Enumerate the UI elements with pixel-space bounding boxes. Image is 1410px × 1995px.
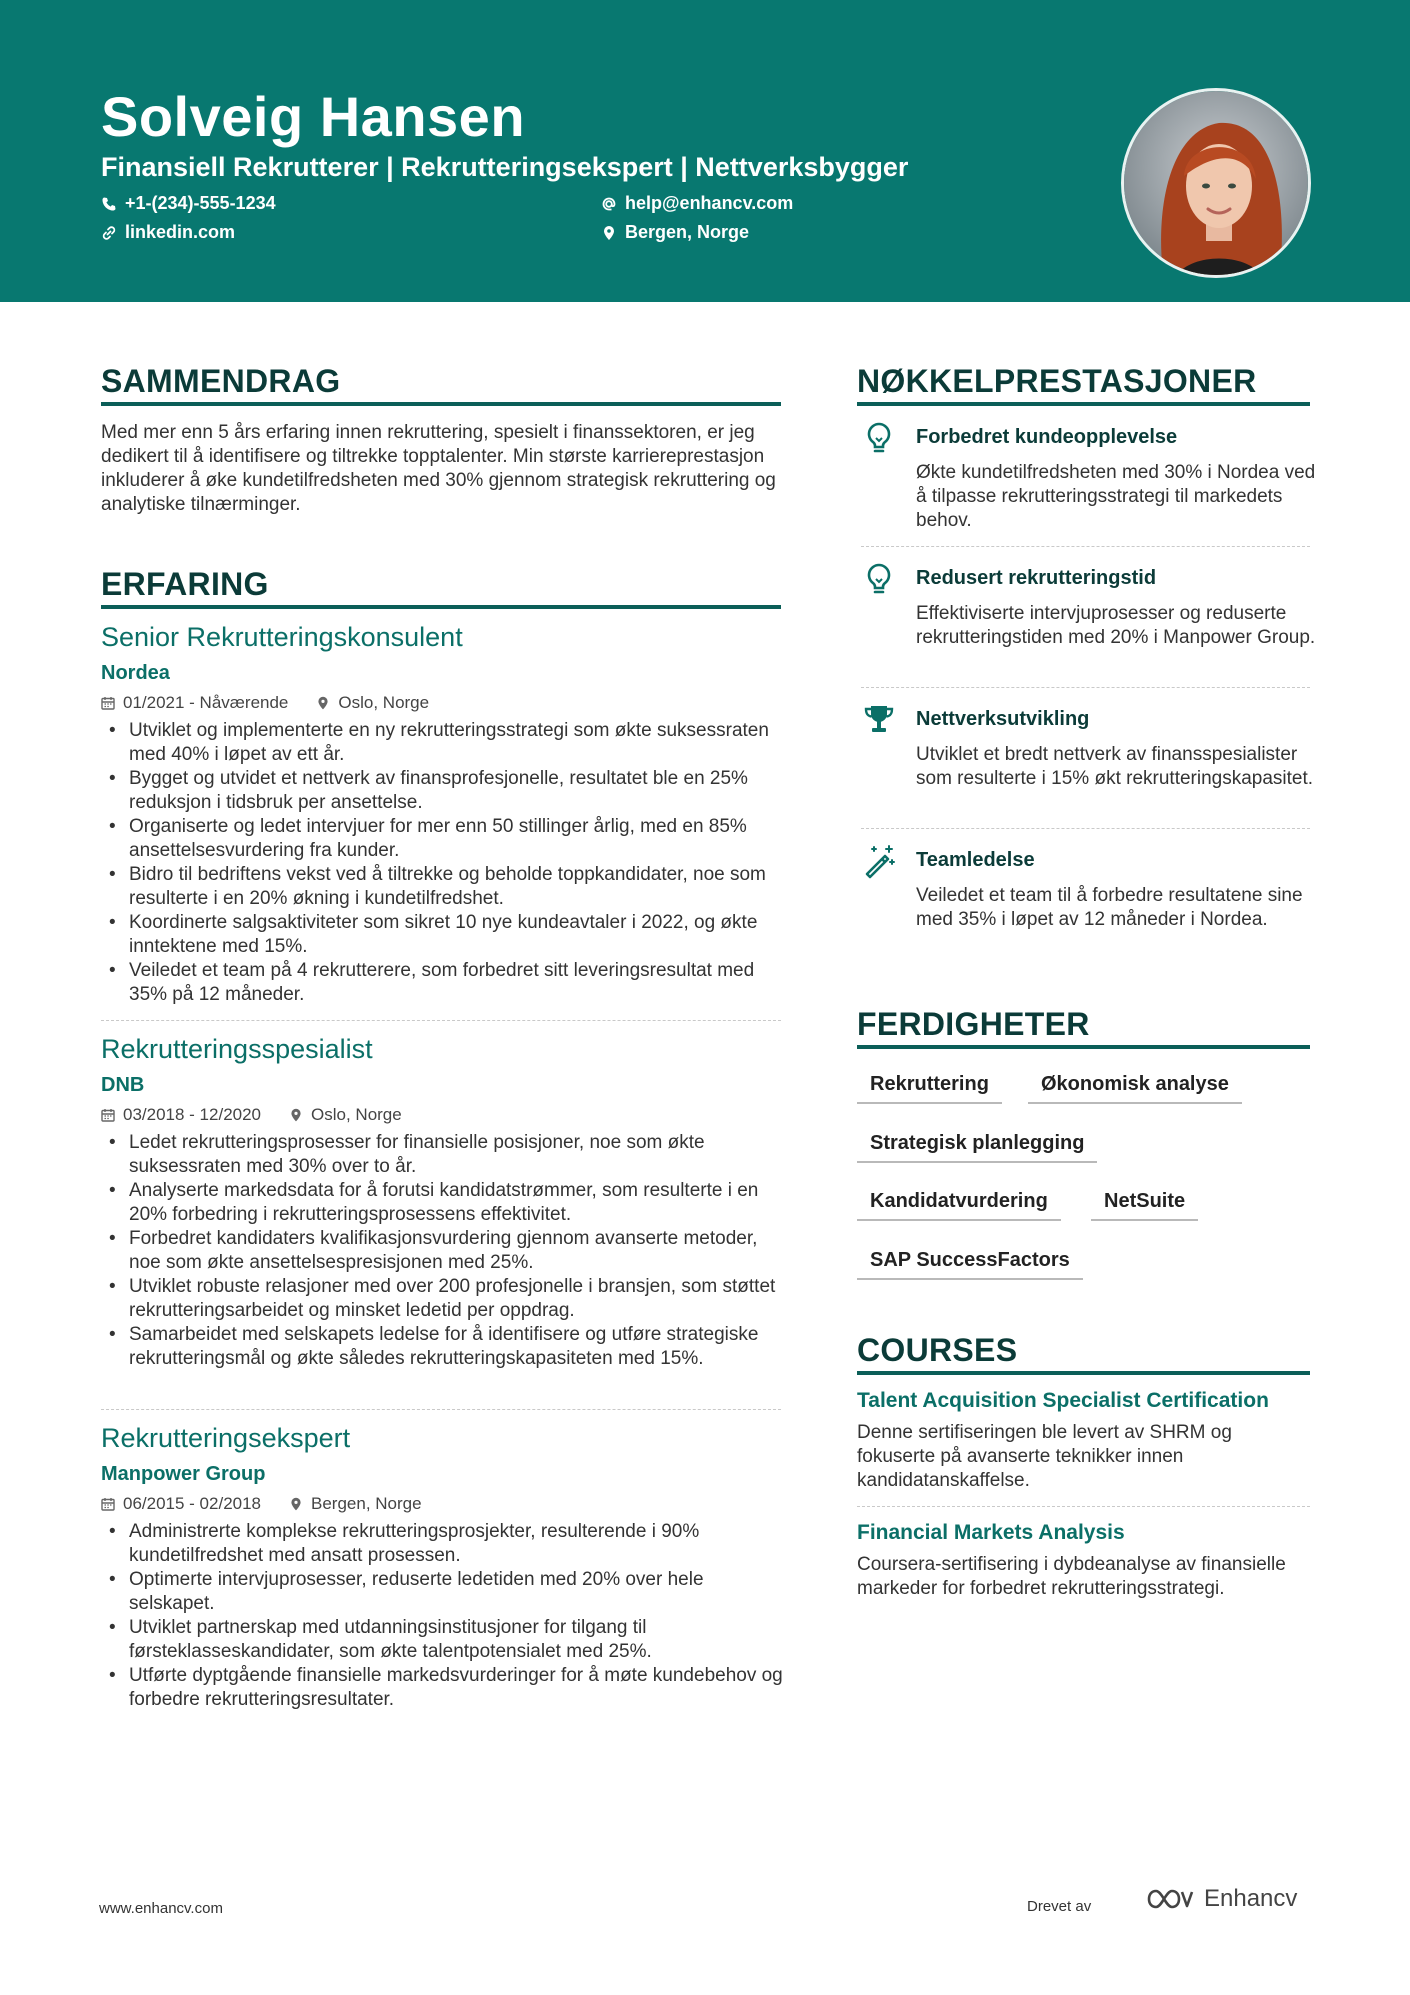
job-bullets (101, 1520, 791, 1712)
linkedin-text: linkedin.com (125, 222, 236, 242)
achievement-title: Redusert rekrutteringstid (916, 567, 1157, 589)
skill-tag: Rekruttering (857, 1066, 1002, 1104)
skills-heading: FERDIGHETER (857, 1006, 1090, 1042)
divider (101, 1020, 781, 1021)
location-pin-icon (601, 225, 617, 241)
location-contact (601, 222, 749, 243)
portrait-illustration (1124, 91, 1311, 278)
list-item: • Utførte dyptgående finansielle markedsvurderinger for å møte kundebehov og forbedre rekrutteringsresultater. (101, 1664, 791, 1712)
company-name: Nordea (101, 662, 170, 684)
job-dates: 03/2018 - 12/2020 (123, 1105, 262, 1124)
job-title: Rekrutteringsspesialist (101, 1034, 373, 1064)
list-item: • Utviklet robuste relasjoner med over 200 profesjonelle i bransjen, som støttet rekrutteringsarbeidet og minsket ledetid per oppdrag. (101, 1275, 791, 1323)
list-item: • Utviklet og implementerte en ny rekrutteringsstrategi som økte suksessraten med 40% i løpet av ett år. (101, 719, 791, 767)
achievements-heading: NØKKELPRESTASJONER (857, 363, 1257, 399)
divider (857, 1506, 1310, 1507)
list-item: • Optimerte intervjuprosesser, reduserte ledetiden med 20% over hele selskapet. (101, 1568, 791, 1616)
job-location: Oslo, Norge (311, 1105, 402, 1124)
calendar-icon (101, 1497, 115, 1511)
magic-wand-icon (861, 843, 897, 879)
divider (861, 828, 1310, 829)
candidate-name: Solveig Hansen (101, 85, 526, 148)
job-dates: 01/2021 - Nåværende (123, 693, 289, 712)
job-meta (101, 1494, 450, 1514)
job-meta (101, 1105, 430, 1125)
calendar-icon (101, 1108, 115, 1122)
job-title: Rekrutteringsekspert (101, 1423, 351, 1453)
enhancv-logo-icon (1146, 1886, 1194, 1912)
summary-text: Med mer enn 5 års erfaring innen rekruttering, spesielt i finanssektoren, er jeg dedikert til å identifisere og tiltrekke topptalenter. Min største karriereprestasjon inkluderer å øke kundetilfredsheten med 30% gjennom strategisk rekruttering og analytiske tilnærminger. (101, 422, 776, 515)
achievement-title: Forbedret kundeopplevelse (916, 426, 1178, 448)
email-text: help@enhancv.com (625, 193, 794, 213)
experience-heading: ERFARING (101, 566, 269, 602)
list-item: • Analyserte markedsdata for å forutsi kandidatstrømmer, som resulterte i en 20% forbedring i rekrutteringsprosessens effektivitet. (101, 1179, 791, 1227)
at-icon (601, 196, 617, 212)
course-desc: Denne sertifiseringen ble levert av SHRM og fokuserte på avanserte teknikker innen kandidatanskaffelse. (857, 1422, 1232, 1491)
phone-text: +1-(234)-555-1234 (125, 193, 276, 213)
list-item: • Organiserte og ledet intervjuer for mer enn 50 stillinger årlig, med en 85% ansettelsesvurdering fra kunder. (101, 815, 791, 863)
summary-heading: SAMMENDRAG (101, 363, 341, 399)
skill-tag: NetSuite (1091, 1183, 1198, 1221)
location-pin-icon (316, 696, 330, 710)
achievement-desc: Effektiviserte intervjuprosesser og reduserte rekrutteringstiden med 20% i Manpower Group. (916, 603, 1316, 648)
job-bullets (101, 1131, 791, 1371)
achievement-title: Nettverksutvikling (916, 708, 1090, 730)
location-pin-icon (289, 1108, 303, 1122)
list-item: • Bygget og utvidet et nettverk av finansprofesjonelle, resultatet ble en 25% reduksjon i tidsbruk per ansettelse. (101, 767, 791, 815)
skill-tag: Økonomisk analyse (1028, 1066, 1242, 1104)
job-dates: 06/2015 - 02/2018 (123, 1494, 262, 1513)
job-meta (101, 693, 457, 713)
course-title: Financial Markets Analysis (857, 1521, 1125, 1544)
skill-tag: Kandidatvurdering (857, 1183, 1061, 1221)
experience-rule (101, 605, 781, 609)
phone-icon (101, 196, 117, 212)
list-item: • Samarbeidet med selskapets ledelse for å identifisere og utføre strategiske rekrutteringsmål og økte således rekrutteringskapasiteten med 15%. (101, 1323, 791, 1371)
enhancv-wordmark: Enhancv (1204, 1885, 1298, 1912)
list-item: • Administrerte komplekse rekrutteringsprosjekter, resulterende i 90% kundetilfredshet med ansatt prosessen. (101, 1520, 791, 1568)
footer-website[interactable]: www.enhancv.com (99, 1900, 223, 1917)
skills-rule (857, 1045, 1310, 1049)
course-desc: Coursera-sertifisering i dybdeanalyse av finansielle markeder for forbedret rekrutteringsstrategi. (857, 1554, 1286, 1599)
job-location: Oslo, Norge (338, 693, 430, 712)
phone-contact (101, 193, 276, 214)
company-name: Manpower Group (101, 1463, 266, 1485)
divider (101, 1409, 781, 1410)
lightbulb-icon (861, 561, 897, 597)
list-item: • Bidro til bedriftens vekst ved å tiltrekke og beholde toppkandidater, noe som resulterte i en 20% økning i kundetilfredshet. (101, 863, 791, 911)
divider (861, 546, 1310, 547)
location-pin-icon (289, 1497, 303, 1511)
resume-header (0, 0, 1410, 302)
list-item: • Utviklet partnerskap med utdanningsinstitusjoner for tilgang til førsteklasseskandidater, som økte talentpotensialet med 25%. (101, 1616, 791, 1664)
location-text: Bergen, Norge (625, 222, 750, 242)
candidate-tagline: Finansiell Rekrutterer | Rekrutteringsekspert | Nettverksbygger (101, 152, 909, 182)
summary-rule (101, 402, 781, 406)
list-item: • Ledet rekrutteringsprosesser for finansielle posisjoner, noe som økte suksessraten med 30% over to år. (101, 1131, 791, 1179)
list-item: • Veiledet et team på 4 rekrutterere, som forbedret sitt leveringsresultat med 35% på 12 måneder. (101, 959, 791, 1007)
job-title: Senior Rekrutteringskonsulent (101, 622, 463, 652)
skill-tag: SAP SuccessFactors (857, 1242, 1083, 1280)
calendar-icon (101, 696, 115, 710)
email-contact[interactable] (601, 193, 793, 214)
enhancv-logo[interactable] (1146, 1885, 1297, 1913)
courses-rule (857, 1371, 1310, 1375)
trophy-icon (861, 702, 897, 738)
courses-heading: COURSES (857, 1332, 1018, 1368)
list-item: • Forbedret kandidaters kvalifikasjonsvurdering gjennom avanserte metoder, noe som økte ansettelsespresisjonen med 25%. (101, 1227, 791, 1275)
link-icon (101, 225, 117, 241)
footer-powered-by: Drevet av (1027, 1898, 1092, 1915)
profile-photo (1121, 88, 1311, 278)
achievement-desc: Veiledet et team til å forbedre resultatene sine med 35% i løpet av 12 måneder i Nordea. (916, 885, 1303, 930)
achievement-title: Teamledelse (916, 849, 1035, 871)
linkedin-contact[interactable] (101, 222, 235, 243)
lightbulb-icon (861, 420, 897, 456)
job-bullets (101, 719, 791, 1007)
job-location: Bergen, Norge (311, 1494, 422, 1513)
list-item: • Koordinerte salgsaktiviteter som sikret 10 nye kundeavtaler i 2022, og økte inntektene med 15%. (101, 911, 791, 959)
company-name: DNB (101, 1074, 145, 1096)
course-title: Talent Acquisition Specialist Certification (857, 1389, 1269, 1412)
divider (861, 687, 1310, 688)
achievement-desc: Økte kundetilfredsheten med 30% i Nordea ved å tilpasse rekrutteringsstrategi til markedets behov. (916, 462, 1316, 531)
skill-tag: Strategisk planlegging (857, 1125, 1097, 1163)
achievements-rule (857, 402, 1310, 406)
achievement-desc: Utviklet et bredt nettverk av finansspesialister som resulterte i 15% økt rekrutteringskapasitet. (916, 744, 1314, 789)
